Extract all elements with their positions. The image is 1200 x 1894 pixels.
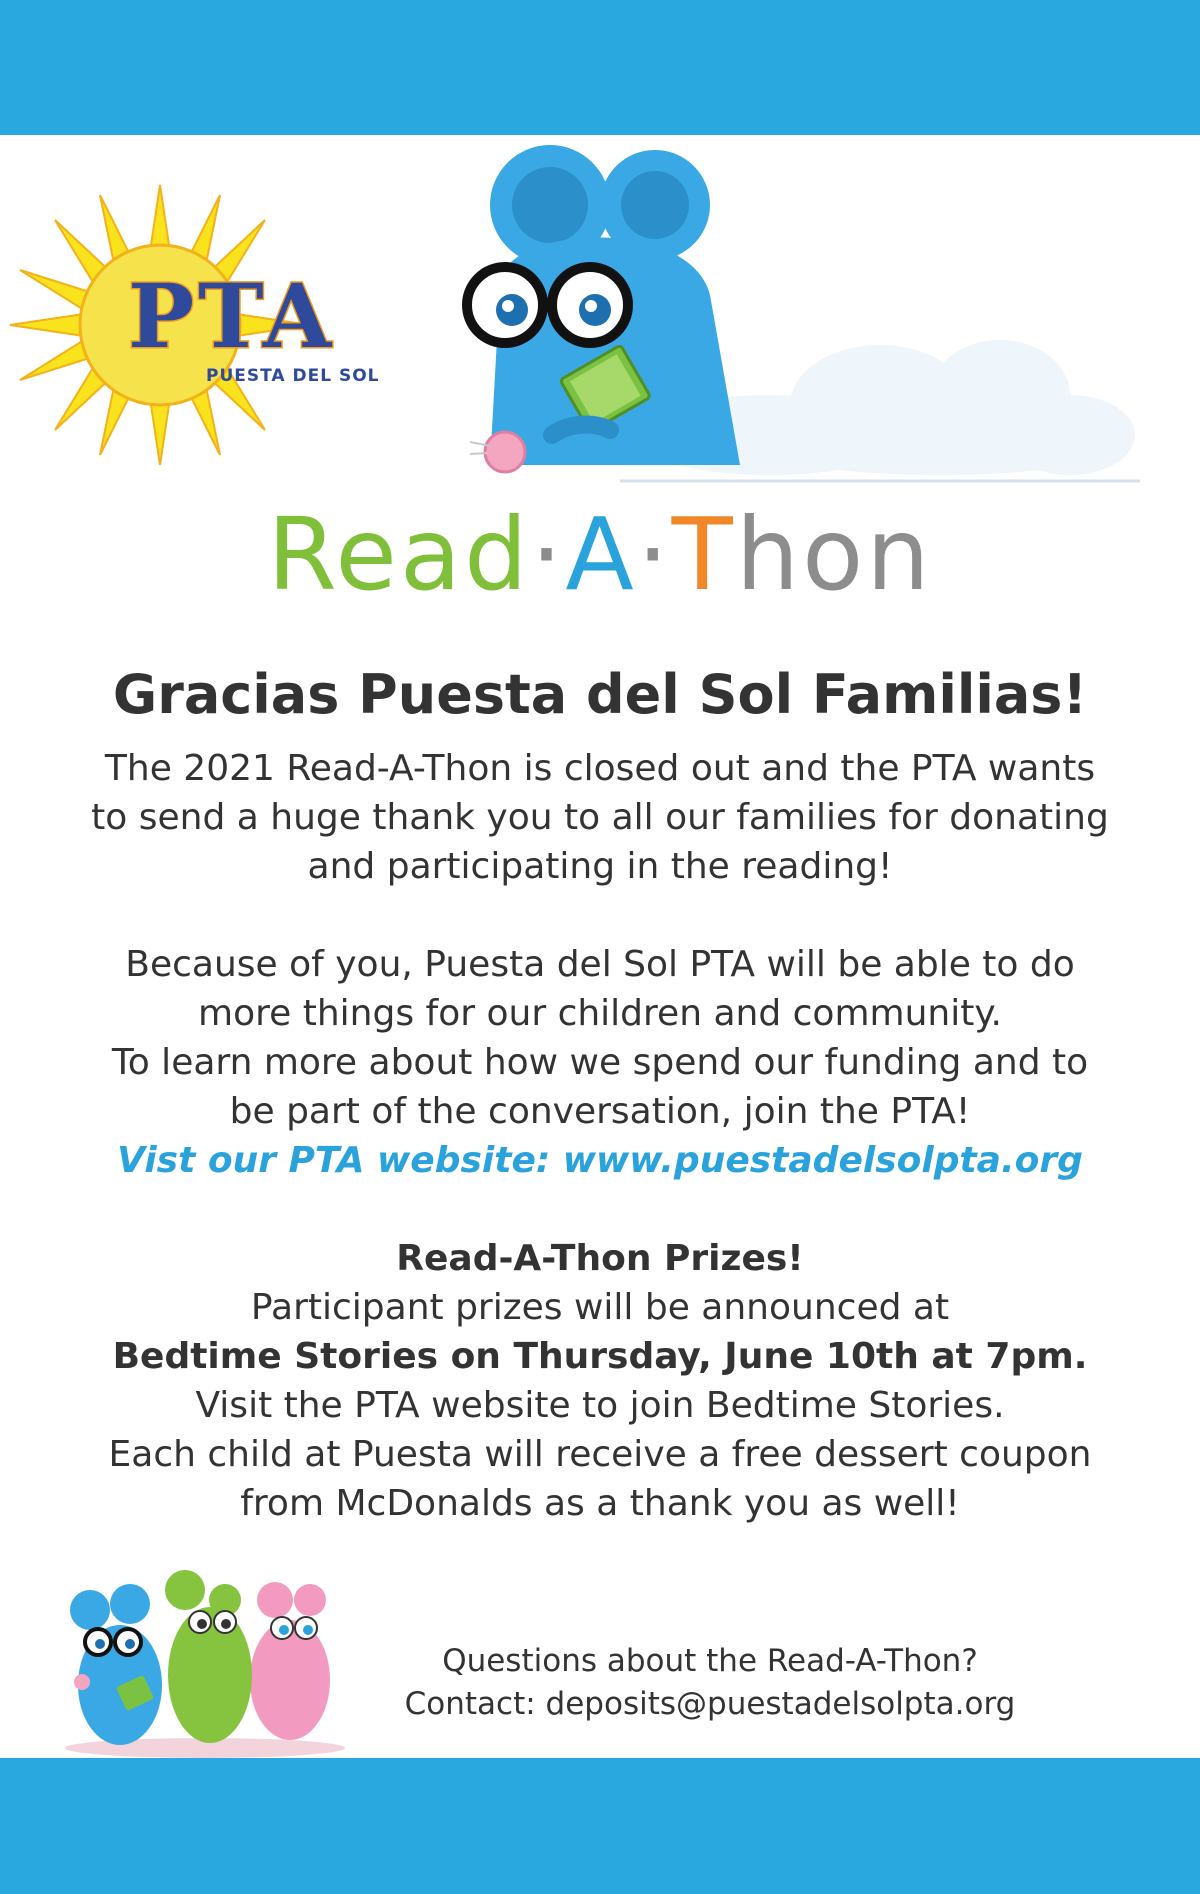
prizes-event-line: Bedtime Stories on Thursday, June 10th at 7pm. (112, 1336, 1088, 1377)
pta-logo-subtitle: PUESTA DEL SOL (206, 366, 380, 386)
intro-line-1: The 2021 Read-A-Thon is closed out and the PTA wants (104, 748, 1096, 789)
spacer (40, 1185, 1160, 1234)
prizes-heading: Read-A-Thon Prizes! (396, 1238, 804, 1279)
top-color-band (0, 0, 1200, 135)
contact-block (360, 1640, 1060, 1726)
prizes-line-5: from McDonalds as a thank you as well! (240, 1483, 960, 1524)
prizes-line-3: Visit the PTA website to join Bedtime Stories. (195, 1385, 1005, 1426)
website-link[interactable]: Vist our PTA website: www.puestadelsolpta.org (117, 1140, 1083, 1181)
read-a-thon-title (0, 496, 1200, 613)
three-mice-illustration (60, 1570, 350, 1760)
title-t: T (671, 496, 736, 613)
title-read: Read (267, 496, 531, 613)
body-line-4: be part of the conversation, join the PTA! (229, 1091, 971, 1132)
prizes-line-1: Participant prizes will be announced at (250, 1287, 950, 1328)
title-dot-2: · (636, 496, 672, 613)
spacer (40, 891, 1160, 940)
pta-logo (128, 264, 398, 386)
bottom-color-band (0, 1758, 1200, 1894)
contact-email[interactable]: Contact: deposits@puestadelsolpta.org (404, 1686, 1016, 1722)
headline: Gracias Puesta del Sol Familias! (112, 663, 1088, 726)
intro-line-2: to send a huge thank you to all our families for donating (91, 797, 1109, 838)
prizes-line-4: Each child at Puesta will receive a free dessert coupon (108, 1434, 1092, 1475)
title-a: A (565, 496, 637, 613)
pta-logo-letters: PTA (128, 264, 336, 368)
intro-line-3: and participating in the reading! (307, 846, 893, 887)
mouse-nose-icon (470, 420, 540, 480)
header-artwork (0, 135, 1200, 495)
contact-question: Questions about the Read-A-Thon? (442, 1643, 978, 1679)
body-line-2: more things for our children and community. (198, 993, 1002, 1034)
flyer-body (40, 660, 1160, 1528)
title-hon: hon (735, 496, 933, 613)
title-dot-1: · (530, 496, 566, 613)
body-line-3: To learn more about how we spend our funding and to (111, 1042, 1089, 1083)
body-line-1: Because of you, Puesta del Sol PTA will be able to do (125, 944, 1075, 985)
